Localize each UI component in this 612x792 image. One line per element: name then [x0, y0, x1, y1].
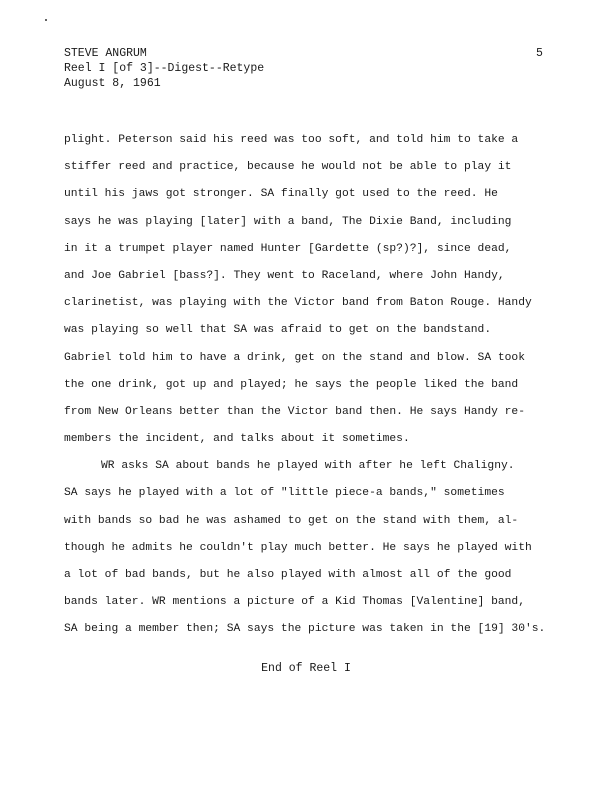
text-line: with bands so bad he was ashamed to get on the stand with them, al- [64, 514, 519, 527]
text-line: stiffer reed and practice, because he would not be able to play it [64, 161, 512, 174]
text-line: though he admits he couldn't play much better. He says he played with [64, 541, 532, 554]
reel-info: Reel I [of 3]--Digest--Retype [64, 62, 265, 75]
text-line: the one drink, got up and played; he says the people liked the band [64, 378, 519, 391]
transcript-body [64, 127, 584, 644]
paragraph-first-line: WR asks SA about bands he played with after he left Chaligny. [101, 460, 515, 473]
text-line: from New Orleans better than the Victor band then. He says Handy re- [64, 405, 525, 418]
text-line: SA says he played with a lot of "little piece-a bands," sometimes [64, 487, 505, 500]
end-of-reel-note: End of Reel I [261, 662, 351, 675]
document-header [64, 46, 264, 91]
interview-date: August 8, 1961 [64, 77, 161, 90]
interviewee-name: STEVE ANGRUM [64, 47, 147, 60]
text-line: Gabriel told him to have a drink, get on the stand and blow. SA took [64, 351, 525, 364]
text-line: a lot of bad bands, but he also played with almost all of the good [64, 569, 512, 581]
text-line: in it a trumpet player named Hunter [Gardette (sp?)?], since dead, [64, 242, 512, 255]
text-line: plight. Peterson said his reed was too soft, and told him to take a [64, 134, 519, 146]
text-line: and Joe Gabriel [bass?]. They went to Raceland, where John Handy, [64, 269, 505, 282]
text-line: until his jaws got stronger. SA finally got used to the reed. He [64, 188, 498, 201]
text-line: bands later. WR mentions a picture of a Kid Thomas [Valentine] band, [64, 596, 525, 609]
text-line: says he was playing [later] with a band, The Dixie Band, including [64, 215, 512, 228]
text-line: clarinetist, was playing with the Victor band from Baton Rouge. Handy [64, 297, 532, 310]
text-line: members the incident, and talks about it sometimes. [64, 433, 410, 446]
text-line: was playing so well that SA was afraid to get on the bandstand. [64, 324, 492, 337]
scan-speck [45, 19, 47, 21]
text-line: SA being a member then; SA says the picture was taken in the [19] 30's. [64, 623, 546, 636]
page-number: 5 [536, 47, 543, 60]
